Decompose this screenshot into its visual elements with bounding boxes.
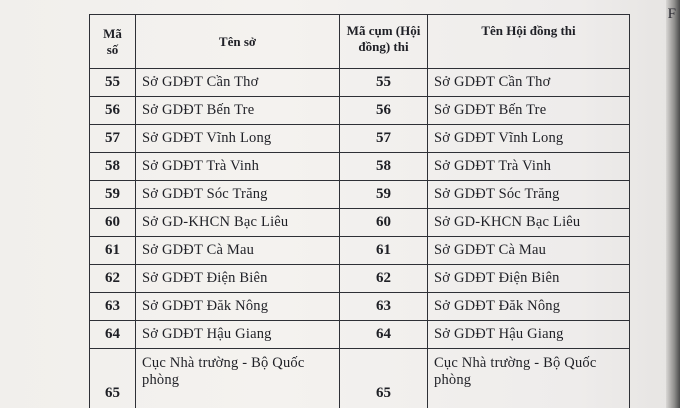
cell-department: Cục Nhà trường - Bộ Quốc phòng [136,349,340,408]
header-code: Mã số [90,15,136,69]
cell-department: Sở GDĐT Hậu Giang [136,321,340,349]
table-row [90,97,630,125]
cell-cluster-code: 62 [340,265,428,293]
margin-letter: F [667,6,676,22]
table-row [90,349,630,408]
exam-council-table [89,14,630,408]
cell-cluster-code: 63 [340,293,428,321]
cell-council-name: Sở GDĐT Bến Tre [428,97,630,125]
cell-council-name: Sở GDĐT Trà Vinh [428,153,630,181]
page-edge-shadow [666,0,680,408]
cell-department: Sở GDĐT Bến Tre [136,97,340,125]
table-row [90,265,630,293]
table-row [90,125,630,153]
cell-cluster-code: 61 [340,237,428,265]
cell-cluster-code: 60 [340,209,428,237]
cell-department: Sở GD-KHCN Bạc Liêu [136,209,340,237]
cell-council-name: Sở GDĐT Vĩnh Long [428,125,630,153]
header-department: Tên sở [136,15,340,69]
cell-cluster-code: 57 [340,125,428,153]
cell-department: Sở GDĐT Điện Biên [136,265,340,293]
cell-department: Sở GDĐT Vĩnh Long [136,125,340,153]
cell-council-name: Sở GDĐT Đăk Nông [428,293,630,321]
cell-code: 63 [90,293,136,321]
cell-cluster-code: 59 [340,181,428,209]
cell-code: 65 [90,349,136,408]
header-council-name: Tên Hội đồng thi [428,15,630,69]
table-header-row [90,15,630,69]
cell-code: 57 [90,125,136,153]
cell-council-name: Sở GDĐT Hậu Giang [428,321,630,349]
table-row [90,209,630,237]
cell-department: Sở GDĐT Cà Mau [136,237,340,265]
cell-cluster-code: 58 [340,153,428,181]
table-row [90,181,630,209]
table-body [90,69,630,408]
cell-department: Sở GDĐT Đăk Nông [136,293,340,321]
cell-council-name: Sở GD-KHCN Bạc Liêu [428,209,630,237]
cell-department: Sở GDĐT Sóc Trăng [136,181,340,209]
table-row [90,321,630,349]
cell-council-name: Sở GDĐT Sóc Trăng [428,181,630,209]
cell-department: Sở GDĐT Trà Vinh [136,153,340,181]
table-row [90,237,630,265]
cell-code: 56 [90,97,136,125]
cell-code: 61 [90,237,136,265]
cell-cluster-code: 55 [340,69,428,97]
cell-cluster-code: 56 [340,97,428,125]
header-cluster-code: Mã cụm (Hội đồng) thi [340,15,428,69]
cell-code: 59 [90,181,136,209]
cell-council-name: Cục Nhà trường - Bộ Quốc phòng [428,349,630,408]
table-row [90,153,630,181]
cell-cluster-code: 65 [340,349,428,408]
table-row [90,69,630,97]
table-container [89,14,629,401]
table-row [90,293,630,321]
cell-code: 62 [90,265,136,293]
cell-department: Sở GDĐT Cần Thơ [136,69,340,97]
cell-council-name: Sở GDĐT Cà Mau [428,237,630,265]
cell-code: 58 [90,153,136,181]
cell-cluster-code: 64 [340,321,428,349]
cell-council-name: Sở GDĐT Điện Biên [428,265,630,293]
cell-code: 64 [90,321,136,349]
cell-council-name: Sở GDĐT Cần Thơ [428,69,630,97]
cell-code: 55 [90,69,136,97]
cell-code: 60 [90,209,136,237]
